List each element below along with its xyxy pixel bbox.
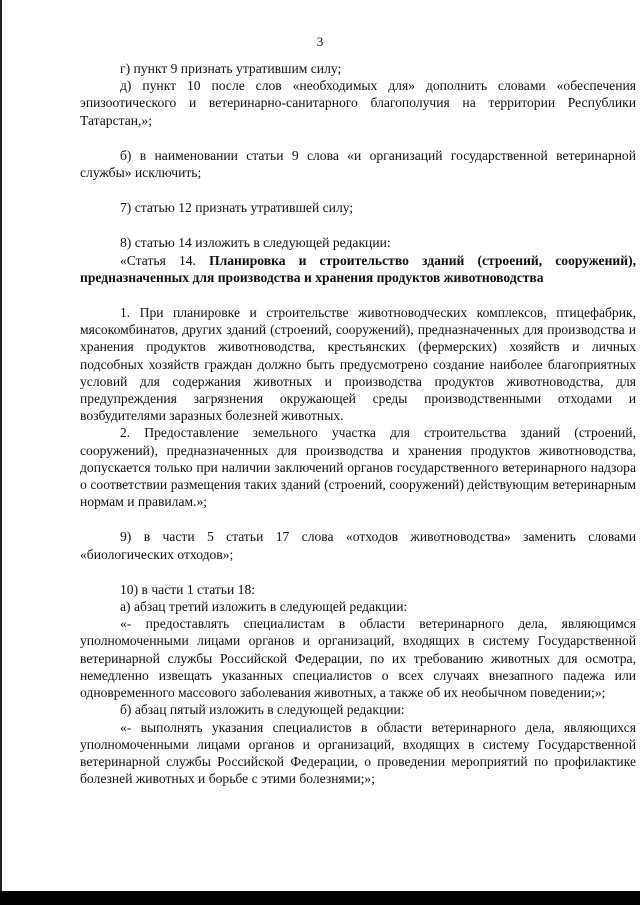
paragraph-8: 8) статью 14 изложить в следующей редакции:: [120, 235, 391, 251]
paragraph-9: 9) в части 5 статьи 17 слова «отходов животноводства» заменить словами «биологических отходов»;: [80, 529, 636, 562]
article-14-prefix: «Статья 14.: [120, 252, 210, 268]
paragraph-10b: б) абзац пятый изложить в следующей редакции:: [120, 702, 405, 718]
paragraph-6: б) в наименовании статьи 9 слова «и организаций государственной ветеринарной службы» исключить;: [80, 147, 636, 181]
article-14-item-2: 2. Предоставление земельного участка для строительства зданий (строений, сооружений), предназначенных для производства и хранения продуктов животноводства, допускается только при наличии заключений органов государственного ветеринарного надзора о соответствии размещения таких зданий (строений, сооружений) действующим ветеринарным нормам и правилам.»;: [80, 425, 636, 510]
article-14-heading: Планировка и строительство зданий (строений, сооружений), предназначенных для производства и хранения продуктов животноводства: [80, 252, 636, 285]
document-body: [80, 60, 636, 787]
page-number: 3: [316, 34, 324, 49]
scan-left-edge: [0, 0, 2, 905]
paragraph-10a-text: «- предоставлять специалистам в области ветеринарного дела, являющимся уполномоченными лицами органов и организаций, входящих в систему Государственной ветеринарной службы Российской Федерации, по их требованию животных для осмотра, немедленно извещать указанных специалистов о всех случаях внезапного падежа или одновременного массового заболевания животных, а также об их необычном поведении;»;: [80, 616, 636, 701]
article-14-title: [80, 252, 636, 286]
paragraph-7: 7) статью 12 признать утратившей силу;: [120, 200, 354, 216]
paragraph-g: г) пункт 9 признать утратившим силу;: [120, 61, 342, 76]
paragraph-10a: а) абзац третий изложить в следующей редакции:: [120, 599, 408, 615]
paragraph-d: д) пункт 10 после слов «необходимых для» дополнить словами «обеспечения эпизоотического и ветеринарно-санитарного благополучия на территории Республики Татарстан,»;: [80, 78, 636, 128]
paragraph-10b-text: «- выполнять указания специалистов в области ветеринарного дела, являющихся уполномоченными лицами органов и организаций, входящих в систему Государственной ветеринарной службы Российской Федерации, о проведении мероприятий по профилактике болезней животных и борьбе с этими болезнями;»;: [80, 719, 636, 787]
paragraph-10: 10) в части 1 статьи 18:: [120, 581, 256, 597]
article-14-item-1: 1. При планировке и строительстве животноводческих комплексов, птицефабрик, мясокомбинатов, других зданий (строений, сооружений), предназначенных для производства и хранения продуктов животноводства, крестьянских (фермерских) хозяйств и личных подсобных хозяйств граждан должно быть предусмотрено создание наиболее благоприятных условий для содержания животных и производства продуктов животноводства, для предупреждения загрязнения окружающей среды производственными отходами и возбудителями заразных болезней животных.: [80, 305, 636, 424]
scan-bottom-border: [0, 891, 640, 905]
